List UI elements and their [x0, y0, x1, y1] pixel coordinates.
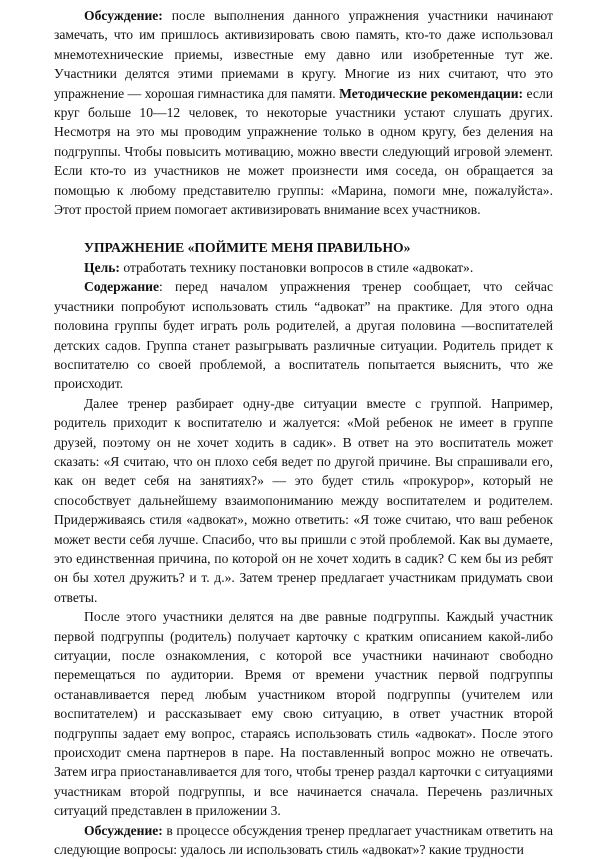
discussion-label: Обсуждение: — [84, 8, 163, 23]
content-label: Содержание — [84, 279, 160, 295]
goal-paragraph — [54, 258, 553, 277]
method-recommendations-text: если круг больше 10—12 человек, то некоторые участники устают слушать других. Несмотря на это мы проводим упражнение только в одном кругу, без деления на подгруппы. Чтобы повысить мотивацию, можно ввести следующий игровой элемент. Если кто-то из участников не может произнести имя соседа, он обращается за помощью к любому представителю группы: «Марина, помоги мне, пожалуйста». Этот простой прием помогает активизировать внимание всех участников. — [54, 85, 553, 218]
goal-text: отработать технику постановки вопросов в стиле «адвокат». — [119, 259, 474, 275]
method-recommendations-label: Методические рекомендации: — [339, 85, 524, 101]
discussion-paragraph — [54, 6, 553, 219]
document-page — [54, 6, 553, 859]
exercise-title: УПРАЖНЕНИЕ «ПОЙМИТЕ МЕНЯ ПРАВИЛЬНО» — [84, 240, 411, 256]
content-text: : перед началом упражнения тренер сообщает, что сейчас участники попробуют использовать стиль “адвокат” на практике. Для этого одна половина группы будет играть роль родителей, а другая половина —воспитателей детских садов. Группа станет разыгрывать различные ситуации. Родитель придет к воспитателю со своей проблемой, а воспитатель попытается выяснить, что же происходит. — [54, 279, 553, 392]
goal-label: Цель: — [84, 259, 120, 275]
discussion-text: после выполнения данного упражнения участники начинают замечать, что им пришлось активизировать свою память, кто-то даже использовал мнемотехнические приемы, известные ему давно или изобретенные тут же. Участники делятся этими приемами в кругу. Многие из них считают, что это упражнение — хорошая гимнастика для памяти. — [54, 8, 553, 101]
example-paragraph: Далее тренер разбирает одну-две ситуации вместе с группой. Например, родитель приходит к воспитателю и жалуется: «Мой ребенок не имеет в группе друзей, поэтому он не хочет ходить в садик». В ответ на это воспитатель может сказать: «Я считаю, что он плохо себя ведет по другой причине. Вы спрашивали его, как он ведет себя на занятиях?» — это будет стиль «прокурор», который не способствует дальнейшему взаимопониманию между воспитателем и родителем. Придерживаясь стиля «адвокат», можно ответить: «Я тоже считаю, что ваш ребенок может вести себя лучше. Спасибо, что вы пришли с этой проблемой. Как вы думаете, это единственная причина, по которой он не хочет ходить в садик? С кем бы из ребят он бы хотел дружить? и т. д.». Затем тренер предлагает участникам придумать свои ответы. — [54, 395, 553, 605]
final-discussion-paragraph — [54, 821, 553, 859]
final-discussion-text: в процессе обсуждения тренер предлагает участникам ответить на следующие вопросы: удалось ли использовать стиль «адвокат»? какие трудности — [54, 822, 553, 858]
procedure-paragraph: После этого участники делятся на две равные подгруппы. Каждый участник первой подгруппы (родитель) получает карточку с кратким описанием какой-либо ситуации, после ознакомления, с которой все участники начинают свободно перемещаться по аудитории. Время от времени участник первой подгруппы останавливается перед любым участником второй подгруппы (учителем или воспитателем) и рассказывает ему свою ситуацию, в ответ участник второй подгруппы задает ему вопрос, стараясь использовать стиль «адвокат». После этого происходит смена партнеров в паре. На поставленный вопрос можно не отвечать. Затем игра приостанавливается для того, чтобы тренер раздал карточки с ситуациями участникам второй подгруппы, и все начинается сначала. Перечень различных ситуаций представлен в приложении 3. — [54, 609, 553, 819]
content-paragraph — [54, 277, 553, 393]
final-discussion-label: Обсуждение: — [84, 822, 163, 838]
